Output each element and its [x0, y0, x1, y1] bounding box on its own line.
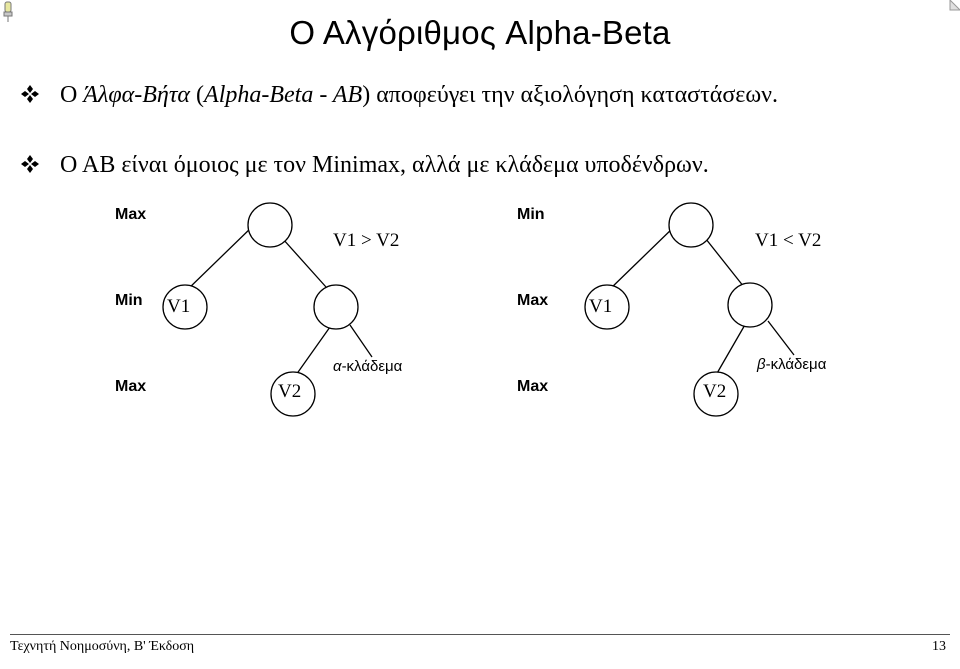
prune-label — [757, 356, 826, 373]
tree-node — [314, 285, 358, 329]
comparison-label: V1 > V2 — [333, 230, 400, 251]
alpha-symbol: α — [333, 358, 342, 375]
bullet-italic-greek: Άλφα-Βήτα — [83, 82, 191, 108]
bullet-text — [60, 80, 920, 110]
bullet-text: Ο ΑΒ είναι όμοιος με τον Minimax, αλλά με κλάδεμα υποδένδρων. — [60, 152, 709, 178]
level-label: Max — [517, 378, 549, 395]
node-label-v1: V1 — [167, 296, 191, 317]
node-label-v2: V2 — [278, 381, 302, 402]
tree-node — [728, 283, 772, 327]
footer-book-title: Τεχνητή Νοημοσύνη, Β' Έκδοση — [10, 639, 195, 654]
bullet-italic-latin: Alpha-Beta - AB — [204, 82, 363, 108]
bullet-mid: ( — [190, 82, 205, 108]
diamond-cluster-bullet-icon — [20, 84, 40, 104]
bullet-prefix: Ο — [60, 82, 84, 108]
diamond-cluster-bullet-icon — [20, 154, 40, 174]
footer-divider — [10, 634, 950, 635]
level-label: Max — [115, 378, 147, 395]
comparison-label: V1 < V2 — [755, 230, 822, 251]
node-label-v2: V2 — [703, 381, 727, 402]
page-number: 13 — [932, 639, 946, 654]
tree-node — [248, 203, 292, 247]
level-label: Max — [517, 292, 549, 309]
prune-label — [333, 358, 402, 375]
beta-symbol: β — [757, 356, 766, 373]
level-label: Max — [115, 206, 147, 223]
level-label: Min — [517, 206, 545, 223]
prune-text: -κλάδεμα — [341, 358, 403, 375]
node-label-v1: V1 — [589, 296, 613, 317]
prune-text: -κλάδεμα — [765, 356, 827, 373]
tree-node — [669, 203, 713, 247]
level-label: Min — [115, 292, 143, 309]
bullet-suffix: ) αποφεύγει την αξιολόγηση καταστάσεων. — [362, 82, 778, 108]
slide-title: Ο Αλγόριθμος Alpha-Beta — [289, 14, 671, 51]
